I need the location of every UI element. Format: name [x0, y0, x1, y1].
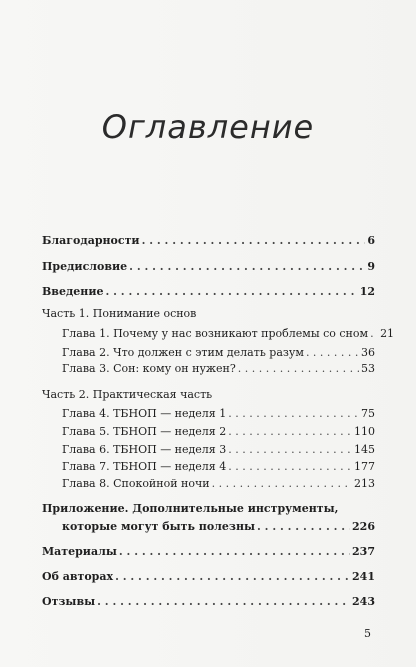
toc-part-heading: Часть 1. Понимание основ — [42, 307, 197, 320]
toc-appendix-line1: Приложение. Дополнительные инструменты, — [42, 502, 339, 515]
toc-chapter: Глава 2. Что должен с этим делать разум . . . 36 — [62, 346, 375, 360]
page-number: 5 — [364, 627, 371, 640]
toc-entry-preface — [42, 260, 375, 274]
toc-chapter: Глава 4. ТБНОП — неделя 1 . . . 75 — [62, 407, 375, 421]
toc-label: Введение — [42, 285, 104, 298]
toc-page: 9 — [367, 260, 375, 273]
toc-entry-reviews: Отзывы . . . 243 — [42, 595, 375, 609]
toc-chapter: Глава 6. ТБНОП — неделя 3 . . . 145 — [62, 443, 375, 457]
toc-page: 12 — [359, 285, 375, 298]
toc-page: 6 — [367, 234, 375, 247]
toc-chapter: Глава 7. ТБНОП — неделя 4 . . . 177 — [62, 460, 375, 474]
toc-part-heading: Часть 2. Практическая часть — [42, 388, 213, 401]
toc-label: Благодарности — [42, 234, 140, 247]
toc-entry-acknowledgments — [42, 234, 375, 248]
toc-label: Предисловие — [42, 260, 128, 273]
toc-entry-intro — [42, 285, 375, 299]
toc-chapter: Глава 3. Сон: кому он нужен? . . . 53 — [62, 362, 375, 376]
toc-chapter: Глава 1. Почему у нас возникают проблемы со сном . . . 21 — [62, 327, 375, 341]
toc-chapter: Глава 5. ТБНОП — неделя 2 . . . 110 — [62, 425, 375, 439]
toc-entry-materials: Материалы . . . 237 — [42, 545, 375, 559]
toc-chapter: Глава 8. Спокойной ночи . . . 213 — [62, 477, 375, 491]
toc-entry-appendix: которые могут быть полезны . . . 226 — [62, 520, 375, 534]
page-title: Оглавление — [101, 108, 315, 146]
toc-entry-authors: Об авторах . . . 241 — [42, 570, 375, 584]
